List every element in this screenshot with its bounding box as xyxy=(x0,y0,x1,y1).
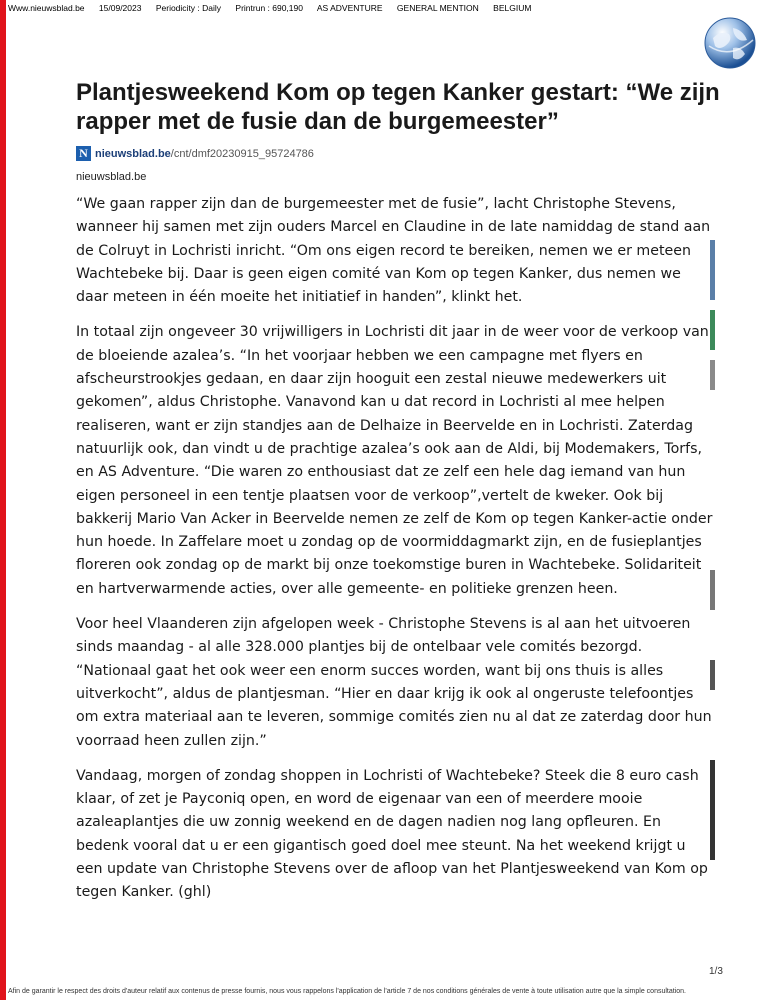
article-paragraph: In totaal zijn ongeveer 30 vrijwilligers in Lochristi dit jaar in de weer voor de verkoop van de bloeiende azalea’s. “In het voorjaar hebben we een campagne met flyers en afscheurstrookjes gedaan, en daar zijn hooguit een zestal nieuwe medewerkers uit gekomen”, aldus Christophe. Vanavond kan u dat record in Lochristi al mee helpen realiseren, want er zijn standjes aan de Delhaize in Beervelde en in Lochristi. Zaterdag natuurlijk ook, dan vindt u de prachtige azalea’s ook aan de Aldi, bij Modemakers, Torfs, en AS Adventure. “Die waren zo enthousiast dat ze zelf een hele dag iemand van hun eigen personeel in een tentje plaatsen voor de verkoop”,vertelt de kweker. Ook bij bakkerij Mario Van Acker in Beervelde nemen ze zelf de Kom op tegen Kanker-actie onder hun hoede. In Zaffelare moet u zondag op de voormiddagmarkt zijn, en de fusieplantjes floreren ook zondag op de markt bij onze toekomstige buren in Wachtebeke. Solidariteit en hartverwarmende acties, over alle gemeente- en politieke grenzen heen. xyxy=(76,324,713,597)
left-red-bar xyxy=(0,0,6,1000)
cropped-side-image-strip xyxy=(710,240,715,860)
article-headline: Plantjesweekend Kom op tegen Kanker gestart: “We zijn rapper met de fusie dan de burgemeester” xyxy=(76,79,720,135)
source-path: /cnt/dmf20230915_95724786 xyxy=(170,147,314,160)
meta-site: Www.nieuwsblad.be xyxy=(8,3,85,13)
article-paragraph: Vandaag, morgen of zondag shoppen in Lochristi of Wachtebeke? Steek die 8 euro cash klaar, of zet je Payconiq open, en word de eigenaar van een of meerdere mooie azaleaplantjes die uw zonnig weekend en de dagen nadien nog lang opfleuren. En bedenk vooral dat u er een gigantisch goed doel mee steunt. Na het weekend krijgt u een update van Christophe Stevens over de afloop van het Plantjesweekend van Kom op tegen Kanker. (ghl) xyxy=(76,767,708,901)
globe-icon xyxy=(703,16,757,70)
clipping-meta-line xyxy=(8,3,543,13)
source-name: nieuwsblad.be xyxy=(76,171,147,183)
meta-printrun: Printrun : 690,190 xyxy=(235,3,303,13)
meta-client: AS ADVENTURE xyxy=(316,3,383,13)
article-paragraph: “We gaan rapper zijn dan de burgemeester met de fusie”, lacht Christophe Stevens, wanneer hij samen met zijn ouders Marcel en Claudine in de late namiddag de stand aan de Colruyt in Lochristi inricht. “Om ons eigen record te bereiken, nemen we er meteen Wachtebeke bij. Daar is geen eigen comité van Kom op tegen Kanker, dus nemen we daar meteen in één moeite het initiatief in handen”, klinkt het. xyxy=(76,196,711,306)
source-domain: nieuwsblad.be xyxy=(95,147,171,160)
meta-date: 15/09/2023 xyxy=(98,3,142,13)
meta-mention: GENERAL MENTION xyxy=(396,3,479,13)
page-number: 1/3 xyxy=(709,966,723,977)
meta-country: BELGIUM xyxy=(493,3,532,13)
article-body xyxy=(76,193,716,917)
meta-periodicity: Periodicity : Daily xyxy=(155,3,222,13)
article-paragraph: Voor heel Vlaanderen zijn afgelopen week - Christophe Stevens is al aan het uitvoeren sinds maandag - al alle 328.000 plantjes bij de ontelbaar vele comités bezorgd. “Nationaal gaat het ook weer een enorm succes worden, want bij ons thuis is alles uitverkocht”, aldus de plantjesman. “Hier en daar krijg ik ook al ongeruste telefoontjes om extra materiaal aan te leveren, sommige comités zien nu al dat ze zaterdag door hun voorraad heen zullen zijn.” xyxy=(76,616,712,749)
nieuwsblad-logo-icon: N xyxy=(76,146,91,161)
copyright-footer: Afin de garantir le respect des droits d'auteur relatif aux contenus de presse fournis, nous vous rappelons l'application de l'article 7 de nos conditions générales de vente à toute utilisation autre que la simple consultation. xyxy=(8,988,686,995)
source-link[interactable] xyxy=(76,146,314,161)
